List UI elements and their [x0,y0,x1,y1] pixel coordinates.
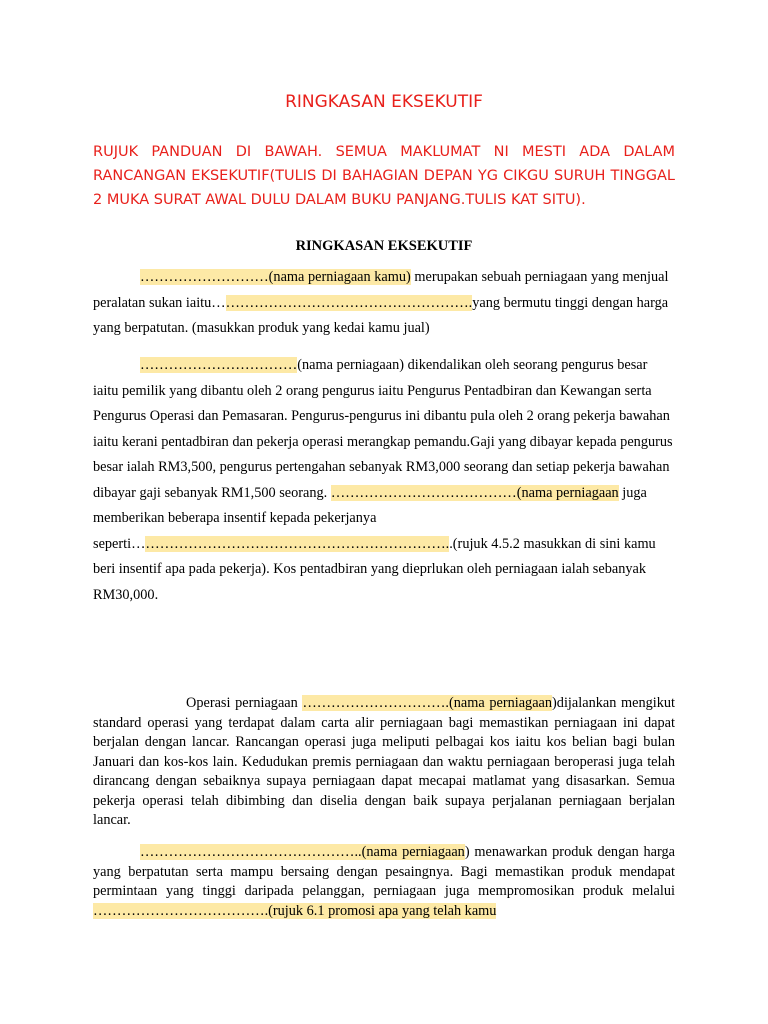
page-title: RINGKASAN EKSEKUTIF [285,92,483,112]
placeholder-business-name: …………………………………(nama perniagaan [330,484,619,501]
paragraph-business-intro: ………………………(nama perniagaan kamu) merupakan sebuah perniagaan yang menjual peralatan sukan iaitu……………………………………………….yang bermutu tinggi dengan harga yang berpatutan. (masukkan produk yang kedai kamu jual) [93,269,669,336]
paragraph-marketing: ………………………………………..(nama perniagaan) menawarkan produk dengan harga yang berpatutan serta mampu bersaing dengan pesaingnya. Bagi memastikan produk mendapat permintaan yang tinggi daripada pelanggan, perniagaan juga mempromosikan produk melalui ……………………………….(rujuk 6.1 promosi apa yang telah kamu [93,844,675,919]
paragraph-operations: Operasi perniagaan ………………………….(nama perniagaan)dijalankan mengikut standard operasi yang terdapat dalam carta alir perniagaan bagi memastikan perniagaan ini dapat berjalan dengan lancar. Rancangan operasi juga meliputi pelbagai kos iaitu kos belian bagi bulan Januari dan kos-kos lain. Kedudukan premis perniagaan dan waktu perniagaan beroperasi juga telah dirancang dengan sebaiknya supaya perniagaan dapat mecapai matlamat yang disasarkan. Semua pekerja operasi telah dibimbing dan diselia dengan baik supaya perjalanan perniagaan berjalan lancar. [93,695,675,828]
placeholder-promotion: ……………………………….(rujuk 6.1 promosi apa yang telah kamu [93,902,497,919]
paragraph-management: ……………………………(nama perniagaan) dikendalikan oleh seorang pengurus besar iaitu pemilik yang dibantu oleh 2 orang pengurus iaitu Pengurus Pentadbiran dan Kewangan serta Pengurus Operasi dan Pemasaran. Pengurus-pengurus ini dibantu pula oleh 2 orang pekerja bawahan iaitu kerani pentadbiran dan pekerja operasi merangkap pemandu.Gaji yang dibayar kepada pengurus besar ialah RM3,500, pengurus pertengahan sebanyak RM3,000 seorang dan setiap pekerja bawahan dibayar gaji sebanyak RM1,500 seorang. …………………………………(nama perniagaan juga memberikan beberapa insentif kepada pekerjanya seperti…………………………………………………………..(rujuk 4.5.2 masukkan di sini kamu beri insentif apa pada pekerja). Kos pentadbiran yang dieprlukan oleh perniagaan ialah sebanyak RM30,000. [93,357,673,603]
instruction-text: RUJUK PANDUAN DI BAWAH. SEMUA MAKLUMAT NI MESTI ADA DALAM RANCANGAN EKSEKUTIF(TULIS DI BAHAGIAN DEPAN YG CIKGU SURUH TINGGAL 2 MUKA SURAT AWAL DULU DALAM BUKU PANJANG.TULIS KAT SITU). [93,144,675,208]
section-title: RINGKASAN EKSEKUTIF [295,238,473,254]
placeholder-products: ……………………………………………. [225,294,473,311]
placeholder-business-name: …………………………… [140,357,298,373]
placeholder-business-name: ………………………….(nama perniagaan [302,695,553,711]
placeholder-business-name: ………………………………………..(nama perniagaan [140,844,465,860]
placeholder-business-name: ………………………(nama perniagaan kamu) [140,269,411,285]
placeholder-incentives: ………………………………………………………. [145,535,450,552]
